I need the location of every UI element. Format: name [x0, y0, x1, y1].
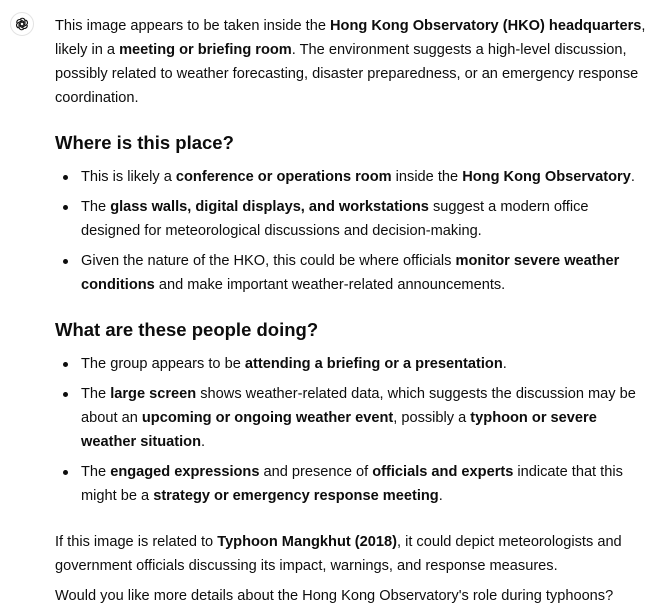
bold-text: upcoming or ongoing weather event — [141, 410, 394, 426]
list-item — [55, 382, 650, 454]
text-segment: If this image is related to — [55, 534, 218, 550]
text-segment: , likely in a — [55, 18, 646, 58]
text-segment: shows weather-related data, which suggests the discussion may be about an — [81, 386, 636, 426]
text-segment: and make important weather-related announcements. — [154, 277, 506, 293]
section-heading-place: Where is this place? — [55, 132, 234, 153]
list-item — [55, 165, 650, 189]
followup-question: Would you like more details about the Hong Kong Observatory's role during typhoons? — [55, 588, 614, 604]
text-segment: inside the — [391, 169, 463, 185]
text-segment: . — [630, 169, 635, 185]
bold-text: conference or operations room — [175, 169, 392, 185]
list-item — [55, 195, 650, 243]
text-segment: Given the nature of the HKO, this could be where officials — [81, 253, 456, 269]
bold-text: officials and experts — [372, 464, 514, 480]
text-segment: and presence of — [259, 464, 373, 480]
text-segment: , it could depict meteorologists and government officials discussing its impact, warnings, and response measures. — [55, 534, 622, 574]
text-segment: . — [438, 488, 443, 504]
bold-text: glass walls, digital displays, and workstations — [110, 199, 429, 215]
list-item — [55, 249, 650, 297]
text-segment: The — [81, 386, 111, 402]
bullet-list-place — [55, 165, 650, 297]
bold-text: engaged expressions — [110, 464, 260, 480]
bold-text: Hong Kong Observatory — [462, 169, 631, 185]
bold-text: Hong Kong Observatory (HKO) headquarters — [330, 18, 642, 34]
text-segment: The — [81, 199, 111, 215]
text-segment: . — [502, 356, 507, 372]
text-segment: The — [81, 464, 111, 480]
bold-text: strategy or emergency response meeting — [153, 488, 439, 504]
chatgpt-logo-icon — [14, 16, 30, 32]
list-item — [55, 460, 650, 508]
bold-text: large screen — [110, 386, 197, 402]
list-item — [55, 352, 650, 376]
text-segment: . The environment suggests a high-level discussion, possibly related to weather forecasting, disaster preparedness, or an emergency response coordination. — [55, 42, 639, 106]
text-segment: , possibly a — [393, 410, 471, 426]
bullet-list-people — [55, 352, 650, 508]
text-segment: This image appears to be taken inside the — [55, 18, 331, 34]
assistant-avatar — [10, 12, 34, 36]
outro-paragraph — [55, 530, 650, 578]
bold-text: monitor severe weather conditions — [81, 253, 620, 293]
bold-text: Typhoon Mangkhut (2018) — [217, 534, 397, 550]
bold-text: meeting or briefing room — [119, 42, 292, 58]
text-segment: This is likely a — [81, 169, 176, 185]
bold-text: attending a briefing or a presentation — [244, 356, 503, 372]
section-heading-people: What are these people doing? — [55, 319, 319, 340]
text-segment: suggest a modern office designed for meteorological discussions and decision-making. — [81, 199, 589, 239]
text-segment: . — [201, 434, 206, 450]
assistant-message — [55, 14, 650, 608]
intro-paragraph — [55, 14, 650, 110]
text-segment: indicate that this might be a — [81, 464, 623, 504]
bold-text: typhoon or severe weather situation — [81, 410, 597, 450]
text-segment: The group appears to be — [81, 356, 245, 372]
